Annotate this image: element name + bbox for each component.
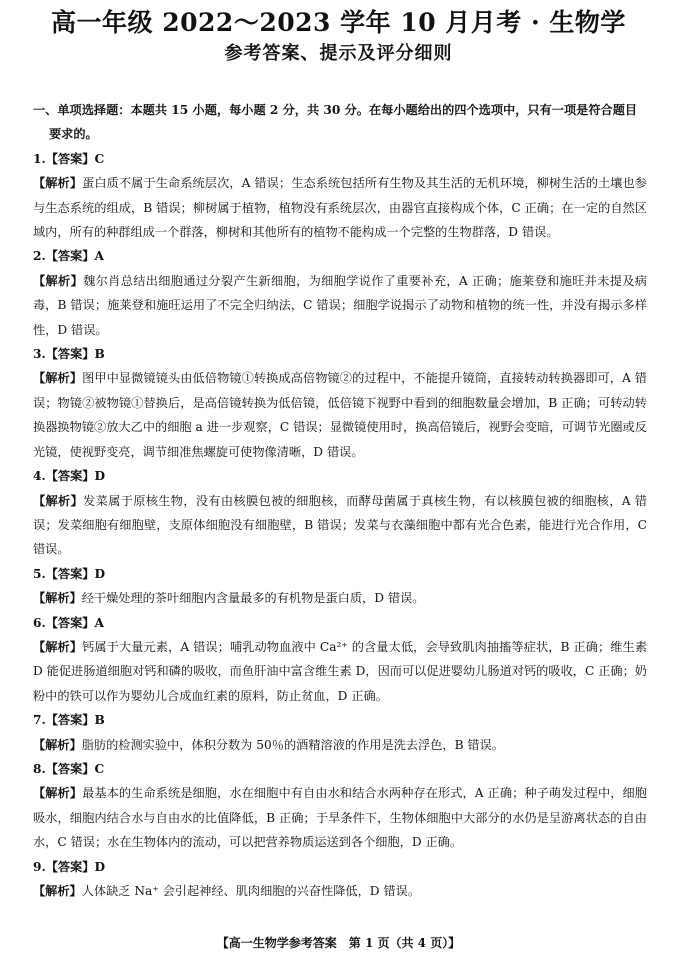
analysis-paragraph xyxy=(33,879,647,903)
analysis-paragraph xyxy=(33,489,647,562)
question-item xyxy=(33,757,647,855)
answer-content xyxy=(33,98,647,903)
analysis-text: 脂肪的检测实验中，体积分数为 50％的酒精溶液的作用是洗去浮色，B 错误。 xyxy=(81,737,504,752)
answer-line: 9.【答案】D xyxy=(33,859,106,874)
answer-line: 3.【答案】B xyxy=(33,347,105,362)
analysis-text: 发菜属于原核生物，没有由核膜包被的细胞核，而酵母菌属于真核生物，有以核膜包被的细胞核，A 错误；发菜细胞有细胞壁，支原体细胞没有细胞壁，B 错误；发菜与衣藻细胞中都有光合色素，能进行光合作用，C 错误。 xyxy=(33,493,647,557)
analysis-text: 最基本的生命系统是细胞，水在细胞中有自由水和结合水两种存在形式，A 正确；种子萌发过程中，细胞吸水，细胞内结合水与自由水的比值降低，B 正确；于旱条件下，生物体细胞中大部分的水仍是呈游离状态的自由水，C 错误；水在生物体内的流动，可以把营养物质运送到各个细胞，D 正确。 xyxy=(33,786,647,850)
analysis-text: 经干燥处理的茶叶细胞内含量最多的有机物是蛋白质，D 错误。 xyxy=(81,591,425,606)
analysis-tag: 【解析】 xyxy=(33,591,82,606)
analysis-paragraph xyxy=(33,366,647,464)
answer-line: 7.【答案】B xyxy=(33,713,105,728)
analysis-tag: 【解析】 xyxy=(33,884,82,898)
analysis-tag: 【解析】 xyxy=(33,493,84,508)
analysis-text: 图甲中显微镜镜头由低倍物镜①转换成高倍物镜②的过程中，不能提升镜筒，直接转动转换器即可，A 错误；物镜②被物镜①替换后，是高倍镜转换为低倍镜，低倍镜下视野中看到的细胞数量会增加，B 正确；可转动转换器换物镜②放大乙中的细胞 a 进一步观察，C 错误；显微镜使用时，换高倍镜后，视野会变暗，可调节光圈或反光镜，使视野变亮，调节细准焦螺旋可使物像清晰，D 错误。 xyxy=(33,371,647,459)
analysis-tag: 【解析】 xyxy=(33,639,83,654)
analysis-tag: 【解析】 xyxy=(33,371,83,386)
question-item xyxy=(33,708,647,757)
analysis-tag: 【解析】 xyxy=(33,737,82,752)
page-subtitle: 参考答案、提示及评分细则 xyxy=(224,43,453,64)
question-item xyxy=(33,562,647,611)
analysis-paragraph xyxy=(33,781,647,854)
answer-line: 1.【答案】C xyxy=(33,151,105,166)
analysis-paragraph xyxy=(33,586,647,610)
answer-line: 2.【答案】A xyxy=(33,249,104,264)
analysis-text: 钙属于大量元素，A 错误；哺乳动物血液中 Ca²⁺ 的含量太低，会导致肌肉抽搐等症状，B 正确；维生素 D 能促进肠道细胞对钙和磷的吸收，而鱼肝油中富含维生素 D，因而可以促进婴幼儿肠道对钙的吸收，C 正确；奶粉中的铁可以作为婴幼儿合成血红素的原料，防止贫血，D 正确。 xyxy=(33,639,648,703)
answer-line: 6.【答案】A xyxy=(33,615,104,630)
analysis-paragraph xyxy=(33,733,647,757)
question-item xyxy=(33,855,647,904)
answer-line: 4.【答案】D xyxy=(33,469,106,484)
analysis-tag: 【解析】 xyxy=(33,786,83,801)
analysis-tag: 【解析】 xyxy=(33,176,83,191)
answer-line: 8.【答案】C xyxy=(33,761,105,776)
analysis-paragraph xyxy=(33,171,647,244)
question-item xyxy=(33,464,647,562)
analysis-text: 魏尔肖总结出细胞通过分裂产生新细胞，为细胞学说作了重要补充，A 正确；施莱登和施旺并未提及病毒，B 错误；施莱登和施旺运用了不完全归纳法，C 错误；细胞学说揭示了动物和植物的统一性，并没有揭示多样性，D 错误。 xyxy=(33,273,647,337)
analysis-paragraph xyxy=(33,269,647,342)
analysis-text: 人体缺乏 Na⁺ 会引起神经、肌肉细胞的兴奋性降低，D 错误。 xyxy=(81,884,421,898)
answer-line: 5.【答案】D xyxy=(33,566,106,581)
page-title: 高一年级 2022～2023 学年 10 月月考 · 生物学 xyxy=(51,8,626,37)
question-item xyxy=(33,147,647,245)
question-item xyxy=(33,342,647,464)
question-item xyxy=(33,244,647,342)
analysis-text: 蛋白质不属于生命系统层次，A 错误；生态系统包括所有生物及其生活的无机环境，柳树生活的土壤也参与生态系统的组成，B 错误；柳树属于植物，植物没有系统层次，由器官直接构成个体，C 正确；在一定的自然区域内，所有的种群组成一个群落，柳树和其他所有的植物不能构成一个完整的生物群落，D 错误。 xyxy=(33,176,647,240)
section-heading: 一、单项选择题：本题共 15 小题，每小题 2 分，共 30 分。在每小题给出的四个选项中，只有一项是符合题目要求的。 xyxy=(33,103,638,142)
question-item xyxy=(33,611,647,709)
analysis-paragraph xyxy=(33,635,647,708)
page-footer: 【高一生物学参考答案 第 1 页（共 4 页）】 xyxy=(216,936,461,950)
analysis-tag: 【解析】 xyxy=(33,273,84,288)
